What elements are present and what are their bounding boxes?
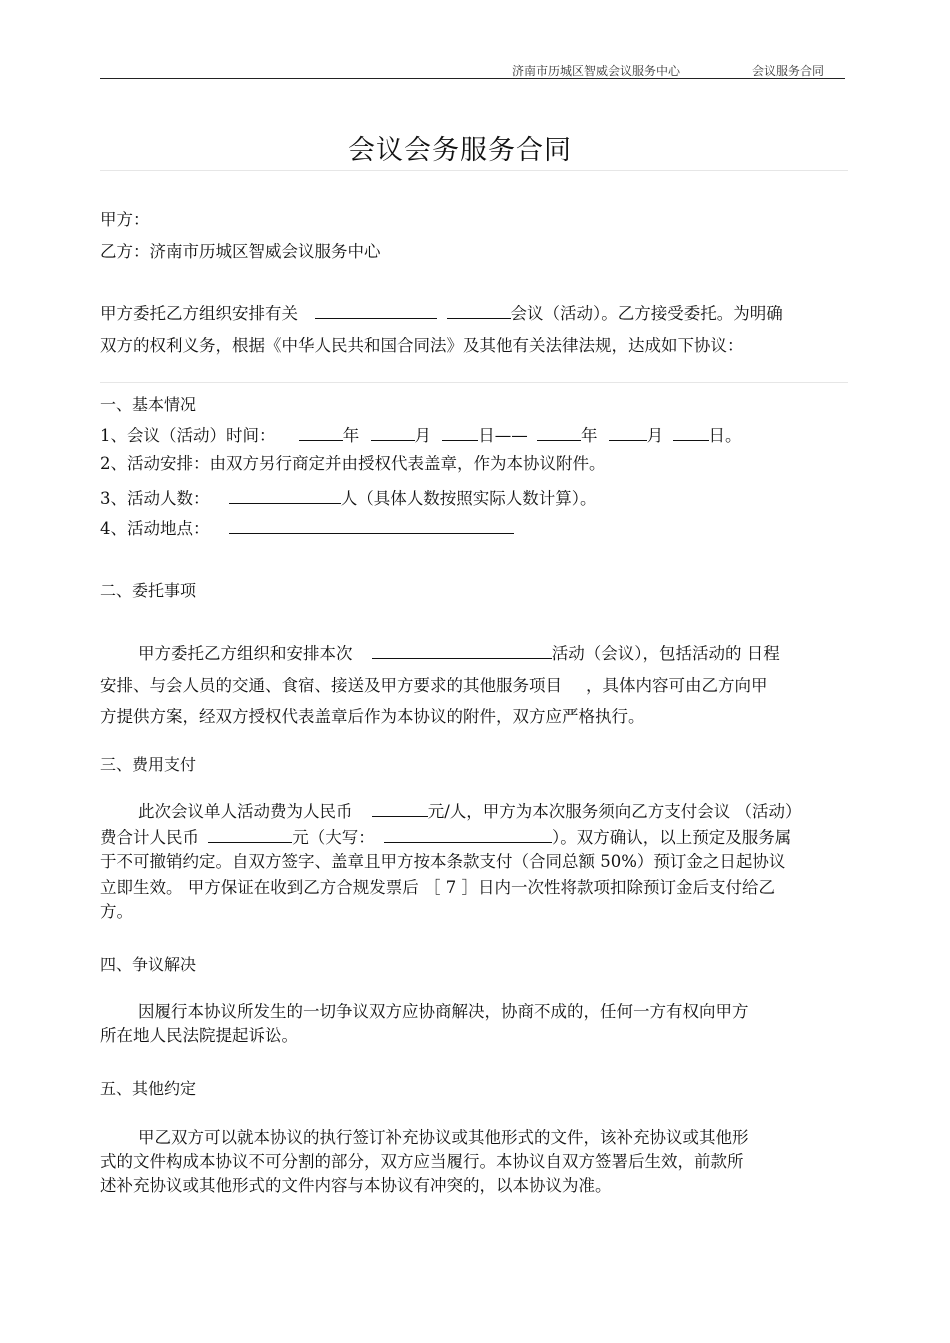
section-1-heading: 一、基本情况 xyxy=(100,395,197,414)
section-3-line-1 xyxy=(138,798,802,822)
end-month-blank xyxy=(609,426,647,441)
section-3-line-2 xyxy=(100,824,791,848)
section-5-line-1: 甲乙双方可以就本协议的执行签订补充协议或其他形式的文件，该补充协议或其他形 xyxy=(138,1128,749,1147)
section-5-line-2: 式的文件构成本协议不可分割的部分，双方应当履行。本协议自双方签署后生效，前款所 xyxy=(100,1152,744,1171)
start-year-blank xyxy=(299,426,343,441)
year-unit-2: 年 xyxy=(581,426,598,445)
section-4-line-2: 所在地人民法院提起诉讼。 xyxy=(100,1026,298,1045)
section-1-item-1 xyxy=(100,422,742,446)
intro-divider xyxy=(100,382,848,383)
total-fee-words-blank xyxy=(384,828,552,843)
time-label: 1、会议（活动）时间： xyxy=(100,426,276,445)
venue-blank xyxy=(229,519,514,534)
total-fee-end: ）。双方确认，以上预定及服务属 xyxy=(552,828,792,847)
section-3-heading: 三、费用支付 xyxy=(100,755,197,774)
day-dash: 日—— xyxy=(478,426,528,445)
section-2-line-3: 方提供方案，经双方授权代表盖章后作为本协议的附件，双方应严格执行。 xyxy=(100,707,645,726)
total-fee-label: 费合计人民币 xyxy=(100,828,199,847)
section-2-line-2-start: 安排、与会人员的交通、食宿、接送及甲方要求的其他服务项目 xyxy=(100,676,562,695)
party-a-label: 甲方： xyxy=(100,210,150,229)
end-day-blank xyxy=(673,426,709,441)
section-4-line-1: 因履行本协议所发生的一切争议双方应协商解决，协商不成的，任何一方有权向甲方 xyxy=(138,1002,749,1021)
section-5-line-3: 述补充协议或其他形式的文件内容与本协议有冲突的，以本协议为准。 xyxy=(100,1176,612,1195)
section-2-line-1-start: 甲方委托乙方组织和安排本次 xyxy=(138,644,353,663)
fee-per-person-blank xyxy=(372,802,428,817)
header-doc-title: 会议服务合同 xyxy=(752,64,825,78)
attendance-note: 人（具体人数按照实际人数计算）。 xyxy=(340,489,597,508)
section-5-heading: 五、其他约定 xyxy=(100,1079,197,1098)
header-org: 济南市历城区智威会议服务中心 xyxy=(512,64,681,78)
day-end: 日。 xyxy=(708,426,742,445)
fee-per-person-unit: 元/人，甲方为本次服务须向乙方支付会议 （活动） xyxy=(427,802,802,821)
section-1-item-4 xyxy=(100,515,514,539)
header-rule xyxy=(100,78,845,79)
section-3-line-3: 于不可撤销约定。自双方签字、盖章且甲方按本条款支付（合同总额 50%）预订金之日起协议 xyxy=(100,852,786,871)
section-4-heading: 四、争议解决 xyxy=(100,955,197,974)
month-unit-2: 月 xyxy=(646,426,664,445)
attendance-blank xyxy=(229,489,341,504)
section-2-line-1-end: 活动（会议），包括活动的 日程 xyxy=(551,644,780,663)
event-name-blank xyxy=(372,644,552,659)
venue-label: 4、活动地点： xyxy=(100,519,210,538)
intro-line-2: 双方的权利义务，根据《中华人民共和国合同法》及其他有关法律法规，达成如下协议： xyxy=(100,336,744,355)
total-fee-blank xyxy=(208,828,292,843)
party-b-line: 乙方：济南市历城区智威会议服务中心 xyxy=(100,242,381,261)
section-2-line-2-end: ，具体内容可由乙方向甲 xyxy=(586,676,768,695)
total-fee-words-label: 元（大写： xyxy=(292,828,375,847)
section-3-line-5: 方。 xyxy=(100,902,133,921)
section-3-line-4: 立即生效。 甲方保证在收到乙方合规发票后 ［ 7 ］日内一次性将款项扣除预订金后支付给乙 xyxy=(100,878,775,897)
intro-line-1-start: 甲方委托乙方组织安排有关 xyxy=(100,304,298,323)
contract-title: 会议会务服务合同 xyxy=(348,135,572,166)
section-2-line-2 xyxy=(100,672,768,696)
intro-line-1 xyxy=(100,300,783,324)
end-year-blank xyxy=(537,426,581,441)
fee-per-person-label: 此次会议单人活动费为人民币 xyxy=(138,802,353,821)
section-1-item-2: 2、活动安排：由双方另行商定并由授权代表盖章，作为本协议附件。 xyxy=(100,454,606,473)
start-month-blank xyxy=(371,426,415,441)
section-2-line-1 xyxy=(138,640,780,664)
meeting-name-blank-2 xyxy=(447,304,511,319)
meeting-name-blank-1 xyxy=(315,304,437,319)
month-unit-1: 月 xyxy=(414,426,431,445)
section-1-item-3 xyxy=(100,485,597,509)
section-2-heading: 二、委托事项 xyxy=(100,581,197,600)
year-unit-1: 年 xyxy=(342,426,360,445)
title-divider xyxy=(100,170,848,171)
start-day-blank xyxy=(442,426,478,441)
intro-line-1-end: 会议（活动）。乙方接受委托。为明确 xyxy=(510,304,783,323)
attendance-label: 3、活动人数： xyxy=(100,489,210,508)
